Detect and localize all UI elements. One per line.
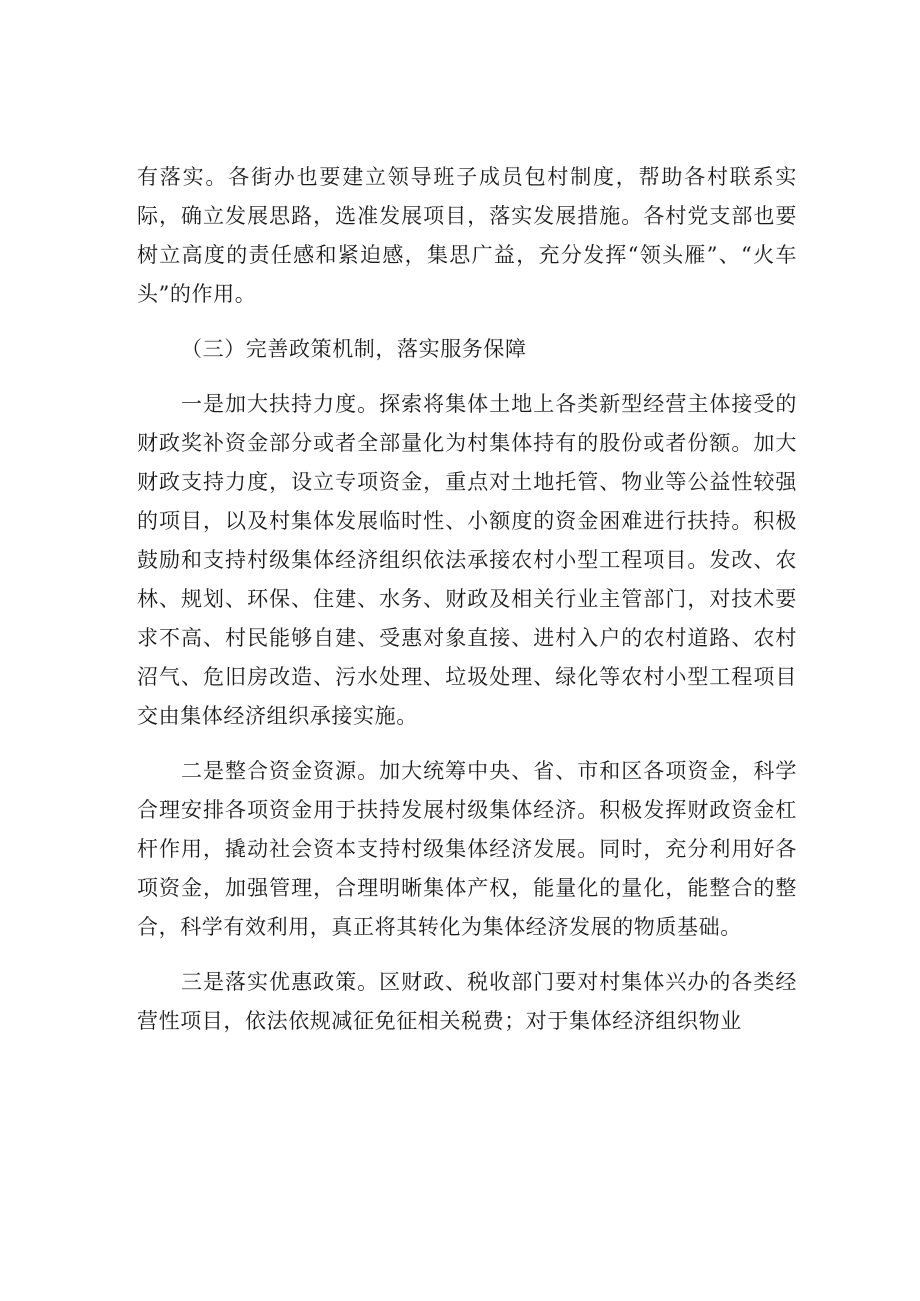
- paragraph-integrate-funds: 二是整合资金资源。加大统筹中央、省、市和区各项资金，科学合理安排各项资金用于扶持发展村级集体经济。积极发挥财政资金杠杆作用，撬动社会资本支持村级集体经济发展。同时，充分利用好各项资金，加强管理，合理明晰集体产权，能量化的量化，能整合的整合，科学有效利用，真正将其转化为集体经济发展的物质基础。: [137, 759, 797, 939]
- section-heading-three: （三）完善政策机制，落实服务保障: [181, 337, 527, 361]
- paragraph-continuation: 有落实。各街办也要建立领导班子成员包村制度，帮助各村联系实际，确立发展思路，选准发展项目，落实发展措施。各村党支部也要树立高度的责任感和紧迫感，集思广益，充分发挥“领头雁”、“火车头”的作用。: [137, 165, 797, 306]
- paragraph-preferential-policies: 三是落实优惠政策。区财政、税收部门要对村集体兴办的各类经营性项目，依法依规减征免征相关税费；对于集体经济组织物业: [137, 970, 797, 1033]
- document-body: [137, 158, 797, 1057]
- paragraph-increase-support: 一是加大扶持力度。探索将集体土地上各类新型经营主体接受的财政奖补资金部分或者全部量化为村集体持有的股份或者份额。加大财政支持力度，设立专项资金，重点对土地托管、物业等公益性较强的项目，以及村集体发展临时性、小额度的资金困难进行扶持。积极鼓励和支持村级集体经济组织依法承接农村小型工程项目。发改、农林、规划、环保、住建、水务、财政及相关行业主管部门，对技术要求不高、村民能够自建、受惠对象直接、进村入户的农村道路、农村沼气、危旧房改造、污水处理、垃圾处理、绿化等农村小型工程项目交由集体经济组织承接实施。: [137, 392, 797, 728]
